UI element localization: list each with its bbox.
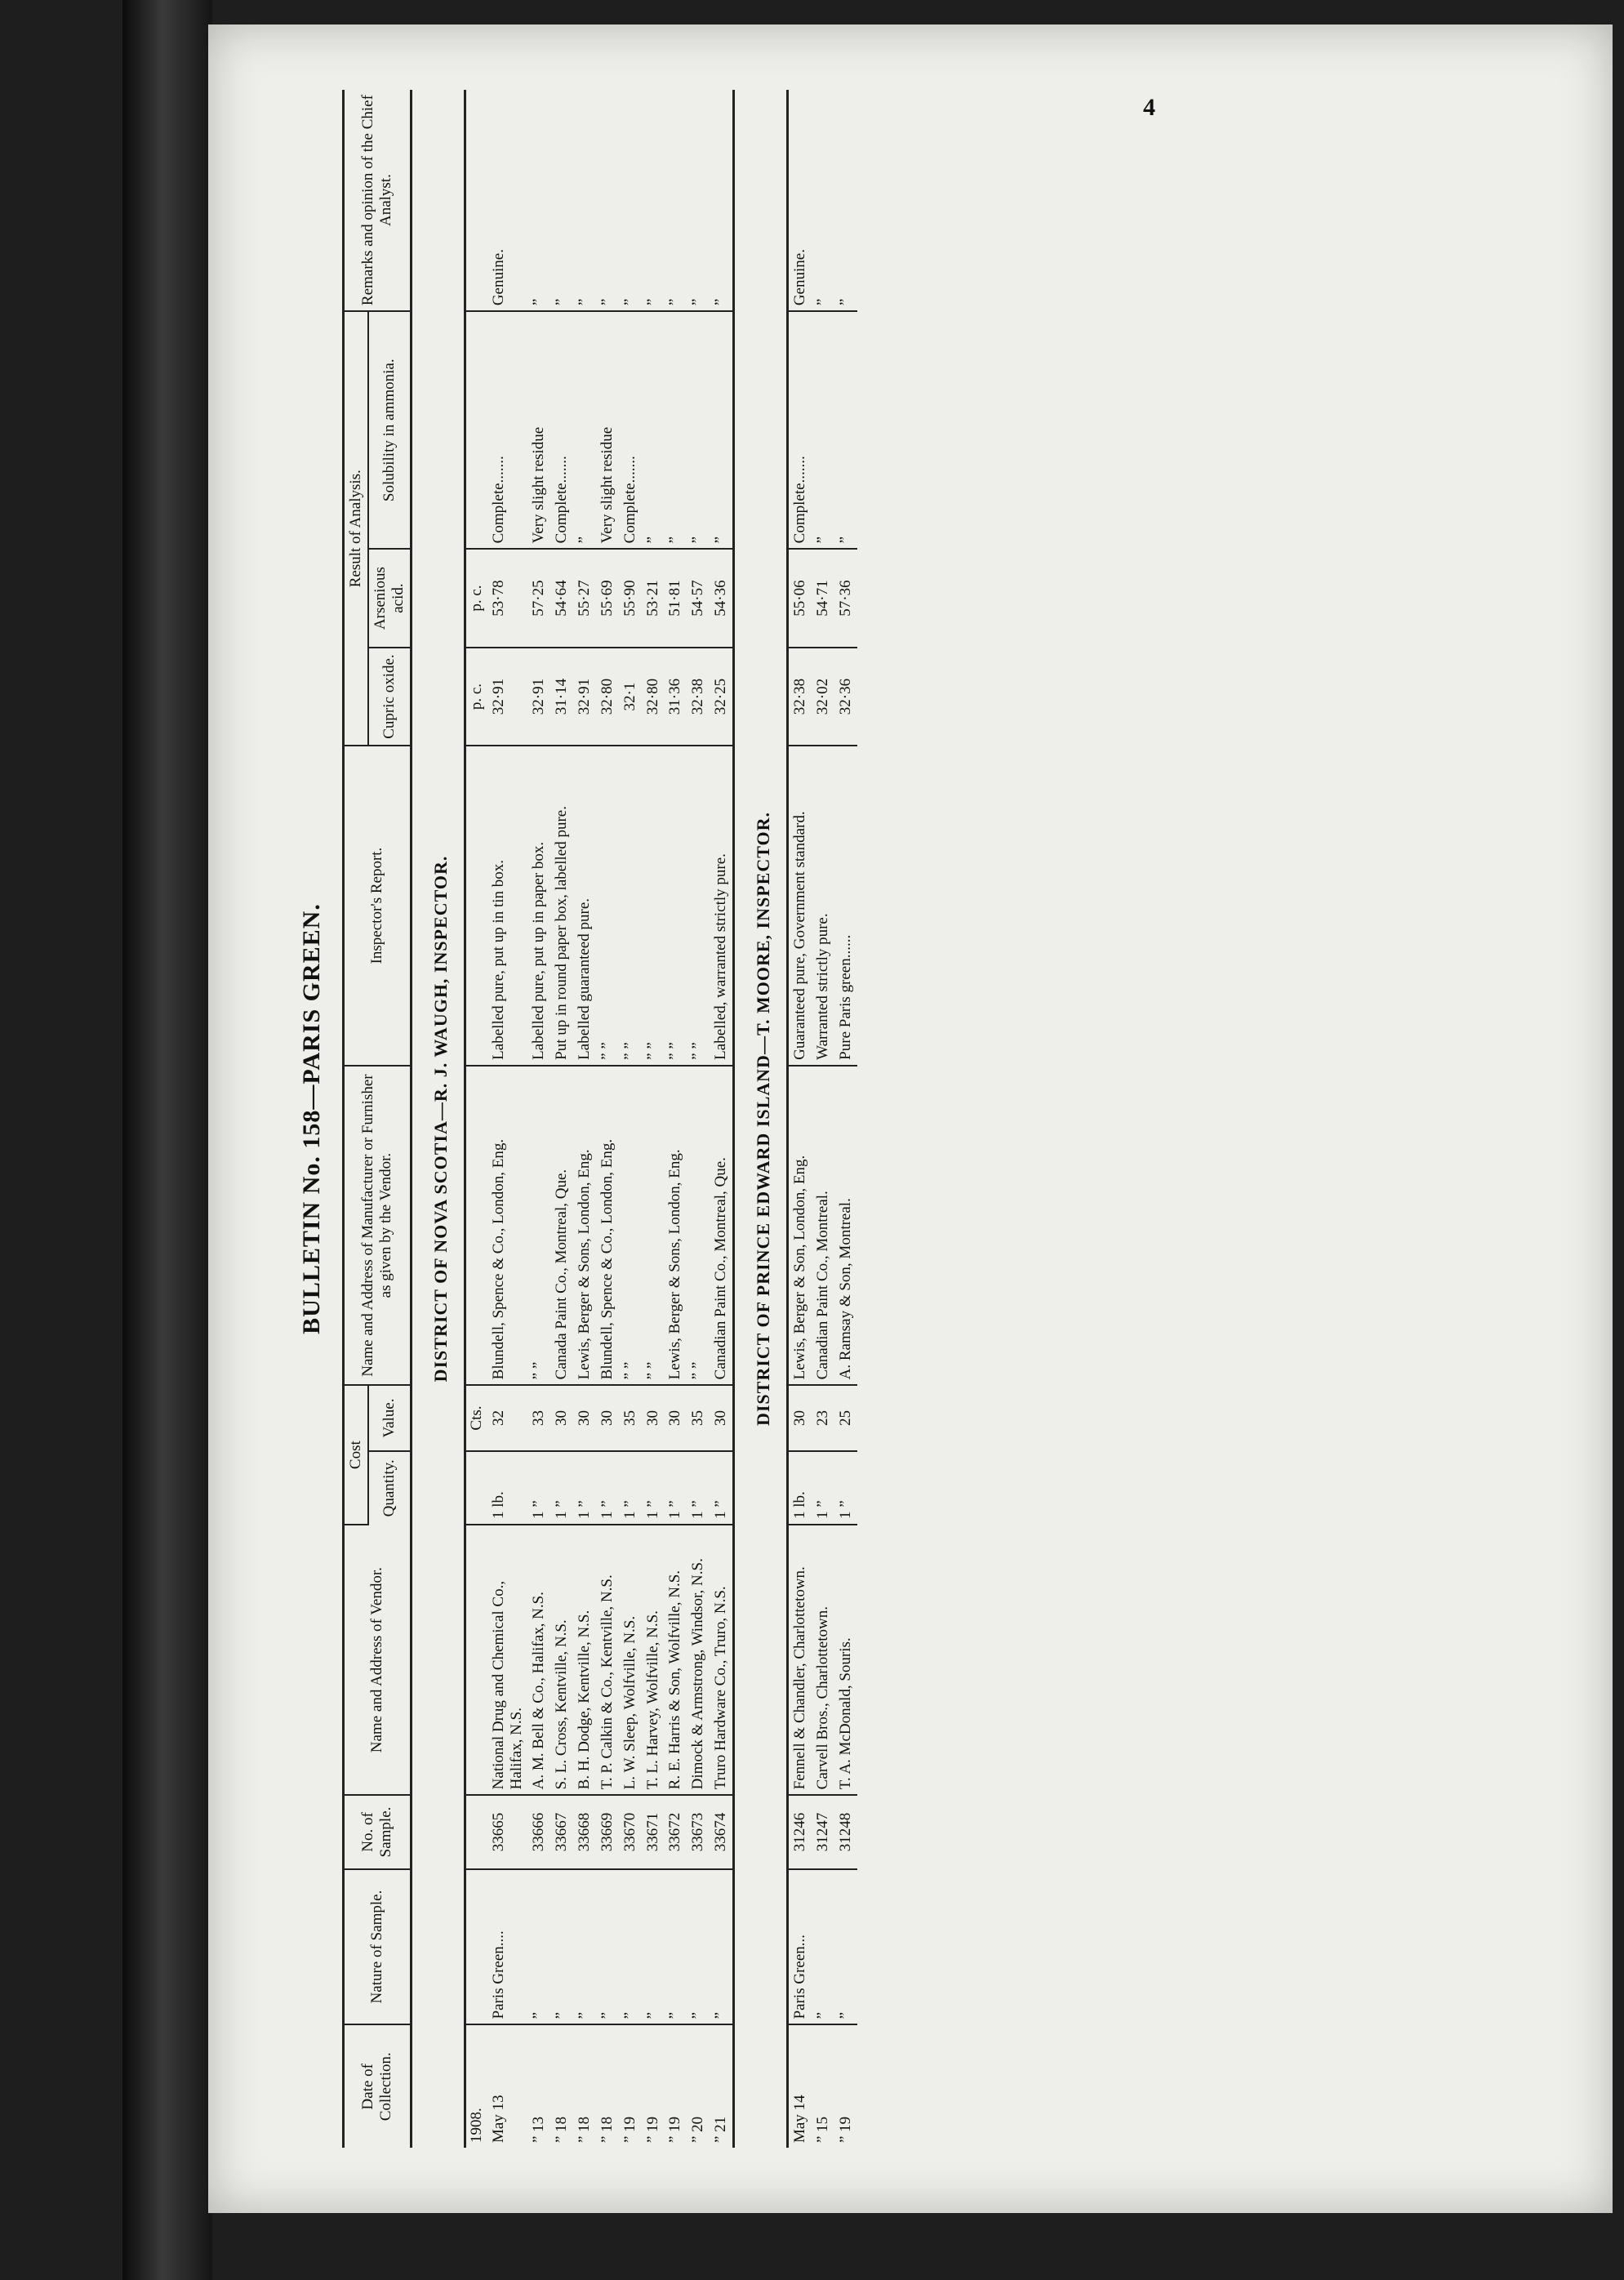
cell-solubility: ”: [642, 311, 665, 549]
header-remarks: Remarks and opinion of the Chief Analyst.: [344, 90, 412, 311]
header-nature: Nature of Sample.: [344, 1869, 412, 2025]
cell-quantity: 1 lb.: [788, 1451, 812, 1525]
cell-solubility: ”: [812, 311, 834, 549]
cell-manufacturer: ” ”: [642, 1066, 665, 1386]
cell-value: 30: [550, 1385, 573, 1450]
cell-solubility: Complete.......: [487, 311, 528, 549]
cell-value: 33: [527, 1385, 550, 1450]
cell-solubility: Complete.......: [550, 311, 573, 549]
cell-solubility: ”: [664, 311, 687, 549]
cell-cupric-oxide: 32·80: [596, 648, 619, 746]
cell-date: ” 18: [576, 2116, 594, 2143]
cell-quantity: 1 ”: [527, 1451, 550, 1525]
cell-nature: ”: [619, 1869, 642, 2025]
table-row: [619, 90, 642, 2148]
cell-manufacturer: Lewis, Berger & Son, London, Eng.: [788, 1066, 812, 1386]
cell-sample-no: 31248: [834, 1795, 857, 1868]
cell-cupric-oxide: 32·91: [573, 648, 596, 746]
cell-nature: ”: [642, 1869, 665, 2025]
cell-value: 23: [812, 1385, 834, 1450]
cell-nature: ”: [664, 1869, 687, 2025]
cell-sample-no: 33674: [710, 1795, 733, 1868]
cell-cupric-oxide: 32·91: [487, 648, 528, 746]
cell-vendor: S. L. Cross, Kentville, N.S.: [550, 1525, 573, 1795]
cell-solubility: ”: [687, 311, 710, 549]
cell-date: May 14: [791, 2095, 809, 2143]
cell-manufacturer: A. Ramsay & Son, Montreal.: [834, 1066, 857, 1386]
cell-manufacturer: ” ”: [527, 1066, 550, 1386]
cell-remarks: ”: [619, 90, 642, 311]
district-nova-scotia: DISTRICT OF NOVA SCOTIA—R. J. WAUGH, INSPECTOR.: [411, 90, 465, 2148]
cell-value: 35: [619, 1385, 642, 1450]
cell-arsenious-acid: 54·57: [687, 549, 710, 647]
cell-remarks: ”: [550, 90, 573, 311]
cell-arsenious-acid: 57·25: [527, 549, 550, 647]
cell-arsenious-acid: 55·69: [596, 549, 619, 647]
document-page: [208, 24, 1613, 2213]
cell-vendor: L. W. Sleep, Wolfville, N.S.: [619, 1525, 642, 1795]
cell-remarks: ”: [812, 90, 834, 311]
cell-quantity: 1 ”: [619, 1451, 642, 1525]
cell-report: ” ”: [642, 746, 665, 1066]
cell-report: Pure Paris green......: [834, 746, 857, 1066]
cell-vendor: Carvell Bros., Charlottetown.: [812, 1525, 834, 1795]
cell-sample-no: 33667: [550, 1795, 573, 1868]
cell-arsenious-acid: 53·21: [642, 549, 665, 647]
cell-report: Warranted strictly pure.: [812, 746, 834, 1066]
cell-nature: ”: [550, 1869, 573, 2025]
cell-arsenious-acid: 51·81: [664, 549, 687, 647]
cell-nature: ”: [710, 1869, 733, 2025]
cell-date: ” 15: [814, 2116, 832, 2143]
header-quantity: Quantity.: [368, 1451, 411, 1525]
cell-remarks: ”: [642, 90, 665, 311]
cell-nature: ”: [527, 1869, 550, 2025]
cell-manufacturer: Blundell, Spence & Co., London, Eng.: [487, 1066, 528, 1386]
book-binding: [122, 0, 212, 2280]
cell-cupric-oxide: 32·38: [788, 648, 812, 746]
cell-quantity: 1 ”: [596, 1451, 619, 1525]
cell-date: ” 20: [689, 2116, 707, 2143]
analysis-table: [342, 90, 857, 2148]
cell-arsenious-acid: 55·06: [788, 549, 812, 647]
cell-manufacturer: Blundell, Spence & Co., London, Eng.: [596, 1066, 619, 1386]
cell-vendor: T. L. Harvey, Wolfville, N.S.: [642, 1525, 665, 1795]
cell-arsenious-acid: 53·78: [487, 549, 528, 647]
bulletin-title: BULLETIN No. 158—PARIS GREEN.: [298, 903, 325, 1334]
percent-label-arsenious: p. c.: [465, 549, 487, 647]
year-label: 1908.: [467, 2108, 485, 2143]
cell-arsenious-acid: 54·36: [710, 549, 733, 647]
cell-date: ” 19: [621, 2116, 638, 2143]
header-cupric: Cupric oxide.: [368, 648, 411, 746]
cell-manufacturer: Canada Paint Co., Montreal, Que.: [550, 1066, 573, 1386]
header-cost: Cost: [344, 1385, 368, 1525]
cell-value: 30: [664, 1385, 687, 1450]
cell-cupric-oxide: 32·91: [527, 648, 550, 746]
cell-arsenious-acid: 55·90: [619, 549, 642, 647]
cell-solubility: Very slight residue: [596, 311, 619, 549]
cell-value: 30: [788, 1385, 812, 1450]
header-no: No. of Sample.: [344, 1795, 412, 1868]
table-row: [596, 90, 619, 2148]
cell-nature: Paris Green...: [788, 1869, 812, 2025]
table-row: [788, 90, 812, 2148]
cell-arsenious-acid: 55·27: [573, 549, 596, 647]
cell-remarks: ”: [687, 90, 710, 311]
cell-manufacturer: ” ”: [619, 1066, 642, 1386]
header-date: Date of Collection.: [344, 2024, 412, 2148]
cell-nature: ”: [812, 1869, 834, 2025]
cell-vendor: Dimock & Armstrong, Windsor, N.S.: [687, 1525, 710, 1795]
cell-date: May 13: [489, 2095, 507, 2143]
cell-nature: ”: [596, 1869, 619, 2025]
cell-report: ” ”: [619, 746, 642, 1066]
cell-sample-no: 31247: [812, 1795, 834, 1868]
table-row: [573, 90, 596, 2148]
cell-remarks: Genuine.: [788, 90, 812, 311]
cell-remarks: ”: [834, 90, 857, 311]
cell-cupric-oxide: 32·36: [834, 648, 857, 746]
cell-manufacturer: Canadian Paint Co., Montreal.: [812, 1066, 834, 1386]
header-solubility: Solubility in ammonia.: [368, 311, 411, 549]
cell-remarks: ”: [596, 90, 619, 311]
cell-report: Guaranteed pure, Government standard.: [788, 746, 812, 1066]
cell-value: 30: [596, 1385, 619, 1450]
table-row: [834, 90, 857, 2148]
cell-value: 25: [834, 1385, 857, 1450]
cell-solubility: ”: [573, 311, 596, 549]
cell-manufacturer: Canadian Paint Co., Montreal, Que.: [710, 1066, 733, 1386]
cell-arsenious-acid: 54·71: [812, 549, 834, 647]
cell-solubility: ”: [710, 311, 733, 549]
cell-arsenious-acid: 57·36: [834, 549, 857, 647]
cents-label: Cts.: [465, 1385, 487, 1450]
cell-report: Put up in round paper box, labelled pure.: [550, 746, 573, 1066]
cell-cupric-oxide: 31·14: [550, 648, 573, 746]
cell-value: 32: [487, 1385, 528, 1450]
cell-cupric-oxide: 32·1: [619, 648, 642, 746]
cell-remarks: ”: [710, 90, 733, 311]
cell-vendor: T. A. McDonald, Souris.: [834, 1525, 857, 1795]
cell-solubility: ”: [834, 311, 857, 549]
cell-cupric-oxide: 32·02: [812, 648, 834, 746]
cell-quantity: 1 ”: [642, 1451, 665, 1525]
cell-report: Labelled pure, put up in tin box.: [487, 746, 528, 1066]
cell-manufacturer: Lewis, Berger & Sons, London, Eng.: [573, 1066, 596, 1386]
rotated-content: [290, 57, 1564, 2180]
cell-quantity: 1 ”: [687, 1451, 710, 1525]
cell-remarks: Genuine.: [487, 90, 528, 311]
cell-nature: Paris Green....: [487, 1869, 528, 2025]
cell-vendor: T. P. Calkin & Co., Kentville, N.S.: [596, 1525, 619, 1795]
cell-quantity: 1 ”: [573, 1451, 596, 1525]
cell-date: ” 21: [712, 2116, 730, 2143]
cell-vendor: A. M. Bell & Co., Halifax, N.S.: [527, 1525, 550, 1795]
cell-sample-no: 33668: [573, 1795, 596, 1868]
cell-date: ” 18: [598, 2116, 616, 2143]
table-row: [527, 90, 550, 2148]
table-row: [487, 90, 528, 2148]
cell-sample-no: 33665: [487, 1795, 528, 1868]
page-number: 4: [1143, 94, 1155, 121]
table-row: [642, 90, 665, 2148]
cell-cupric-oxide: 31·36: [664, 648, 687, 746]
cell-quantity: 1 ”: [812, 1451, 834, 1525]
table-row: [687, 90, 710, 2148]
cell-report: ” ”: [664, 746, 687, 1066]
cell-sample-no: 33672: [664, 1795, 687, 1868]
cell-sample-no: 33669: [596, 1795, 619, 1868]
cell-quantity: 1 lb.: [487, 1451, 528, 1525]
cell-solubility: Complete.......: [619, 311, 642, 549]
header-vendor: Name and Address of Vendor.: [344, 1525, 412, 1795]
table-row: [812, 90, 834, 2148]
table-row: [550, 90, 573, 2148]
cell-vendor: Truro Hardware Co., Truro, N.S.: [710, 1525, 733, 1795]
cell-report: Labelled, warranted strictly pure.: [710, 746, 733, 1066]
cell-sample-no: 31246: [788, 1795, 812, 1868]
header-manufacturer: Name and Address of Manufacturer or Furnisher as given by the Vendor.: [344, 1066, 412, 1386]
cell-nature: ”: [687, 1869, 710, 2025]
cell-remarks: ”: [527, 90, 550, 311]
cell-value: 35: [687, 1385, 710, 1450]
cell-solubility: Very slight residue: [527, 311, 550, 549]
cell-vendor: B. H. Dodge, Kentville, N.S.: [573, 1525, 596, 1795]
cell-solubility: Complete.......: [788, 311, 812, 549]
cell-cupric-oxide: 32·38: [687, 648, 710, 746]
header-result: Result of Analysis.: [344, 311, 368, 746]
cell-cupric-oxide: 32·80: [642, 648, 665, 746]
percent-label-cupric: p. c.: [465, 648, 487, 746]
cell-sample-no: 33666: [527, 1795, 550, 1868]
cell-quantity: 1 ”: [710, 1451, 733, 1525]
cell-sample-no: 33670: [619, 1795, 642, 1868]
cell-vendor: Fennell & Chandler, Charlottetown.: [788, 1525, 812, 1795]
cell-report: Labelled pure, put up in paper box.: [527, 746, 550, 1066]
cell-value: 30: [573, 1385, 596, 1450]
cell-quantity: 1 ”: [664, 1451, 687, 1525]
cell-remarks: ”: [573, 90, 596, 311]
cell-sample-no: 33671: [642, 1795, 665, 1868]
header-arsenious: Arsenious acid.: [368, 549, 411, 647]
cell-date: ” 13: [530, 2116, 548, 2143]
cell-manufacturer: Lewis, Berger & Sons, London, Eng.: [664, 1066, 687, 1386]
cell-report: Labelled guaranteed pure.: [573, 746, 596, 1066]
cell-value: 30: [710, 1385, 733, 1450]
cell-date: ” 19: [836, 2116, 854, 2143]
cell-vendor: National Drug and Chemical Co., Halifax, N.S.: [487, 1525, 528, 1795]
cell-nature: ”: [834, 1869, 857, 2025]
header-value: Value.: [368, 1385, 411, 1450]
cell-quantity: 1 ”: [550, 1451, 573, 1525]
cell-nature: ”: [573, 1869, 596, 2025]
header-report: Inspector's Report.: [344, 746, 412, 1066]
table-row: [710, 90, 733, 2148]
cell-cupric-oxide: 32·25: [710, 648, 733, 746]
district-prince-edward-island: DISTRICT OF PRINCE EDWARD ISLAND—T. MOORE, INSPECTOR.: [733, 90, 787, 2148]
cell-report: ” ”: [687, 746, 710, 1066]
table-row: [664, 90, 687, 2148]
cell-sample-no: 33673: [687, 1795, 710, 1868]
cell-quantity: 1 ”: [834, 1451, 857, 1525]
cell-vendor: R. E. Harris & Son, Wolfville, N.S.: [664, 1525, 687, 1795]
cell-manufacturer: ” ”: [687, 1066, 710, 1386]
cell-date: ” 19: [666, 2116, 684, 2143]
cell-date: ” 19: [643, 2116, 661, 2143]
cell-date: ” 18: [553, 2116, 571, 2143]
cell-report: ” ”: [596, 746, 619, 1066]
cell-arsenious-acid: 54·64: [550, 549, 573, 647]
cell-value: 30: [642, 1385, 665, 1450]
cell-remarks: ”: [664, 90, 687, 311]
